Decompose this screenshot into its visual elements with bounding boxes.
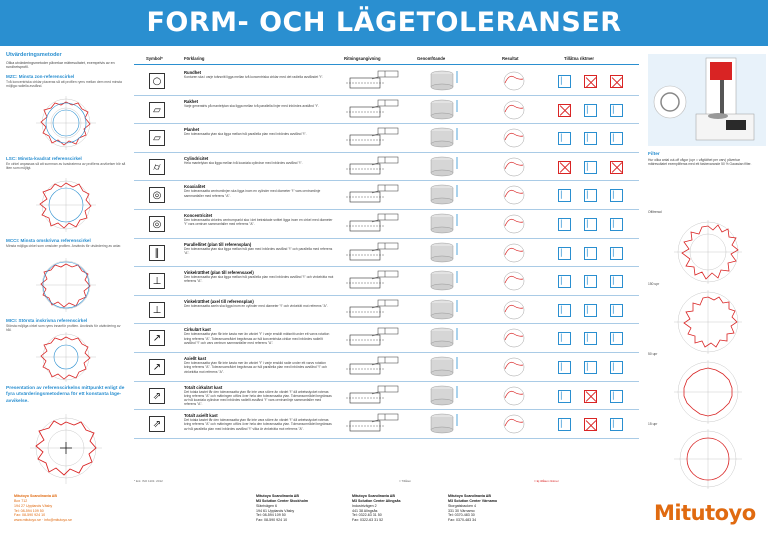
tolerance-description: Den toleranssatta ytan ska ligga mellan två parallella plan med inbördes avstånd "t" och vinkelräta mot referens "A". <box>184 275 334 284</box>
header-probes: Tillåtna riktmer <box>564 56 594 61</box>
result-illustration <box>492 326 536 350</box>
polar-plot-50 <box>658 356 758 428</box>
probe-mark-icon: ▏ <box>587 334 593 343</box>
methods-heading: Utvärderingsmetoder <box>6 52 62 58</box>
address-line: Tel: 08-594 109 50 <box>14 508 44 513</box>
tolerance-description: Den toleranssatta centrumlinjen ska ligga inom en cylinder med diameter "t" vars centrumlinje sammanfaller med referens "A". <box>184 189 321 198</box>
allowed-probe-icon <box>584 104 597 117</box>
drawing-indication-icon <box>342 242 402 264</box>
probe-mark-icon: ▏ <box>561 334 567 343</box>
principle-illustration <box>412 183 472 207</box>
principle-illustration <box>412 126 472 150</box>
polar-plot-mici <box>6 330 126 384</box>
tolerance-description: Den toleranssatta ytan får inte kasta mer än värdet "t" i varje enskilt mätsnitt under ett varvs rotation kring referens "A". Toleransområdet begränsas av två koncentriska cirklar med inbördes radiellt avstånd "t" och vars centrum sammanfaller med referens "A". <box>184 332 330 345</box>
probe-mark-icon: ▏ <box>561 220 567 228</box>
header-principle: Genomföande <box>417 56 446 61</box>
legend-allowed: = Tillåten <box>399 479 412 483</box>
tolerance-name: Totalt axiellt kast <box>184 413 218 419</box>
probe-mark-icon: ▏ <box>613 134 619 143</box>
tolerance-name: Rakhet <box>184 98 198 104</box>
table-row <box>134 181 639 210</box>
tolerance-description: Den toleranssatta cirkelns centrumpunkt ska i det betraktade snittet ligga inom en cirkel med diameter "t" vars centrum sammanfaller med referens "A". <box>184 218 333 227</box>
roundness-tester-image <box>648 54 766 146</box>
probe-mark-icon: ▏ <box>613 277 619 286</box>
company-name: Mitutoyo Scandinavia AB <box>448 494 491 498</box>
table-row <box>134 267 639 296</box>
drawing-indication-icon <box>342 356 402 378</box>
allowed-probe-icon <box>610 247 623 260</box>
tolerance-name: Vinkelrätthet (plan till referensaxel) <box>184 270 254 276</box>
probe-mark-icon: ▏ <box>613 420 619 429</box>
probe-mark-icon: ▏ <box>561 134 567 143</box>
methods-intro: Olika utvärderingsmetoder påverkar mätresultatet, exempelvis av en rundhetsprofil. <box>6 60 115 70</box>
header-symbol: Symbol* <box>146 56 163 61</box>
principle-illustration <box>412 212 472 236</box>
table-row <box>134 353 639 382</box>
address-line: Box 712 <box>14 498 28 503</box>
polar-plot-combined <box>6 408 126 488</box>
table-row <box>134 153 639 182</box>
drawing-indication-icon <box>342 156 402 178</box>
tolerance-name: Totalt cirkulärt kast <box>184 384 223 390</box>
footer <box>0 488 768 538</box>
probe-mark-icon: ▏ <box>561 363 567 371</box>
polar-plot-unfiltered <box>658 216 758 288</box>
allowed-probe-icon <box>610 104 623 117</box>
polar-plot-150 <box>658 286 758 358</box>
table-row <box>134 324 639 353</box>
tolerance-symbol-icon: ⇗ <box>149 388 165 404</box>
probe-mark-icon: ▏ <box>561 420 567 429</box>
not-allowed-icon <box>610 161 623 174</box>
tolerance-description: Den toleranssatta axeln ska ligga inom en cylinder med diameter "t" och vinkelrät mot referens "A". <box>184 303 328 308</box>
method-mcci <box>6 238 126 248</box>
address-line: www.mitutoyo.se · info@mitutoyo.se <box>14 518 72 523</box>
tolerance-symbol-icon: ⊥ <box>149 273 165 289</box>
allowed-probe-icon <box>610 132 623 145</box>
tolerance-name: Parallellitet (plan till referensplan) <box>184 241 252 247</box>
principle-illustration <box>412 355 472 379</box>
polar-plot-lsc <box>6 176 126 234</box>
result-illustration <box>492 355 536 379</box>
filter-column <box>648 54 766 494</box>
result-illustration <box>492 384 536 408</box>
address-line: Fax: 08-590 924 10 <box>256 518 288 523</box>
allowed-probe-icon <box>610 361 623 374</box>
principle-illustration <box>412 298 472 322</box>
drawing-indication-icon <box>342 184 402 206</box>
probe-mark-icon: ▏ <box>561 191 567 200</box>
method-title: LSC: Minsta-kvadrat referenscirkel <box>6 156 82 161</box>
probe-mark-icon: ▏ <box>561 248 567 257</box>
table-row <box>134 124 639 153</box>
tolerance-name: Koaxialitet <box>184 184 206 190</box>
allowed-probe-icon <box>584 218 597 231</box>
principle-illustration <box>412 98 472 122</box>
header-definition: Förklaring <box>184 56 205 61</box>
allowed-probe-icon <box>558 332 571 345</box>
tolerance-symbol-icon: ↗ <box>149 330 165 346</box>
allowed-probe-icon <box>610 390 623 403</box>
method-text: Två koncentriska cirklar placeras så att profilen ryms mellan dem med minsta möjliga radiella avstånd. <box>6 80 122 89</box>
header-result: Resultat <box>502 56 519 61</box>
tolerance-symbol-icon: ◎ <box>149 216 165 232</box>
drawing-indication-icon <box>342 70 402 92</box>
allowed-probe-icon <box>584 332 597 345</box>
address-main <box>14 494 72 523</box>
principle-illustration <box>412 241 472 265</box>
center-name: M3 Solution Center Stockholm <box>256 498 309 503</box>
company-name: Mitutoyo Scandinavia AB <box>14 494 57 498</box>
header-drawing: Ritningsangivning <box>344 56 381 61</box>
filter-label-50: 50 upr <box>648 352 658 356</box>
address-line: Tel: 0322-63 31 50 <box>352 513 382 518</box>
company-name: Mitutoyo Scandinavia AB <box>352 494 395 498</box>
address-line: Industrivägen 2 <box>352 503 377 508</box>
drawing-indication-icon <box>342 413 402 435</box>
tolerance-name: Cirkulärt kast <box>184 327 211 333</box>
allowed-probe-icon <box>558 75 571 88</box>
legend-not-allowed: = Ej tillåten riktmer <box>534 479 559 483</box>
drawing-indication-icon <box>342 299 402 321</box>
principle-illustration <box>412 69 472 93</box>
allowed-probe-icon <box>610 418 623 431</box>
method-title: MCCI: Minsta omskrivna referenscirkel <box>6 238 91 243</box>
promo-text: Presentation av referenscirkelns mittpunkt enligt de fyra utvärderingsmetoderna för ett konstanta läge-avvikelse. <box>6 386 125 404</box>
table-header <box>134 54 639 65</box>
method-title: MZC: Minsta zon-referenscirkel <box>6 74 75 79</box>
table-row <box>134 67 639 96</box>
tolerance-symbol-icon: ⌭ <box>149 159 165 175</box>
allowed-probe-icon <box>558 189 571 202</box>
tolerance-description: Den toleranssatta ytan ska ligga mellan två plan med inbördes avstånd "t" och parallella med referens "A". <box>184 246 333 255</box>
allowed-probe-icon <box>558 361 571 374</box>
page-title: FORM- OCH LÄGETOLERANSER <box>146 7 622 38</box>
tolerance-symbol-icon: ○ <box>149 73 165 89</box>
result-illustration <box>492 212 536 236</box>
company-name: Mitutoyo Scandinavia AB <box>256 494 299 498</box>
allowed-probe-icon <box>610 189 623 202</box>
result-illustration <box>492 241 536 265</box>
allowed-probe-icon <box>584 361 597 374</box>
probe-mark-icon: ▏ <box>613 105 619 114</box>
method-text: Största möjliga cirkel som ryms innanför profilen. Används för utvärdering av hål. <box>6 324 121 333</box>
filter-title: Filter <box>648 152 660 157</box>
method-lsc <box>6 156 126 171</box>
allowed-probe-icon <box>584 275 597 288</box>
probe-mark-icon: ▏ <box>587 105 593 114</box>
address-line: Tel: 08-594 109 50 <box>256 513 286 518</box>
tolerance-symbol-icon: ⇗ <box>149 416 165 432</box>
principle-illustration <box>412 155 472 179</box>
address-stockholm <box>256 494 308 523</box>
allowed-probe-icon <box>610 218 623 231</box>
probe-mark-icon: ▏ <box>613 363 619 371</box>
method-mzc <box>6 74 126 89</box>
table-row <box>134 410 639 439</box>
table-row <box>134 210 639 239</box>
tolerance-table <box>134 54 639 484</box>
drawing-indication-icon <box>342 213 402 235</box>
table-footnote: * Enl. ISO 1101: 2012 <box>134 479 163 483</box>
method-text: En cirkel anpassas så att summan av kvadraterna av profilens avvikelser blir så liten som möjligt. <box>6 162 126 171</box>
not-allowed-icon <box>610 75 623 88</box>
filter-label-15: 15 upr <box>648 422 658 426</box>
principle-illustration <box>412 384 472 408</box>
tolerance-symbol-icon: ◎ <box>149 187 165 203</box>
principle-illustration <box>412 269 472 293</box>
address-line: Storgatsbacken 4 <box>448 503 476 508</box>
drawing-indication-icon <box>342 385 402 407</box>
result-illustration <box>492 126 536 150</box>
probe-mark-icon: ▏ <box>613 391 619 400</box>
filter-text: Hur olika antal cut-off vågor (upr = vågtäthet per varv) påverkar mätresultatet exemplifieras med ett fasbevarande 50 % Gaussian filter. <box>648 158 752 167</box>
drawing-indication-icon <box>342 270 402 292</box>
instrument-photo <box>648 54 766 146</box>
method-title: MICI: Största inskrivna referenscirkel <box>6 318 88 323</box>
result-illustration <box>492 412 536 436</box>
not-allowed-icon <box>558 104 571 117</box>
probe-mark-icon: ▏ <box>587 134 593 143</box>
drawing-indication-icon <box>342 99 402 121</box>
address-line: 194 61 Upplands Väsby <box>256 508 295 513</box>
method-text: Minsta möjliga cirkel som omsluter profilen. Används för utvärdering av axlar. <box>6 244 122 248</box>
address-line: Tel: 0370-483 30 <box>448 513 475 518</box>
probe-mark-icon: ▏ <box>587 220 593 228</box>
probe-mark-icon: ▏ <box>561 391 567 400</box>
allowed-probe-icon <box>610 332 623 345</box>
tolerance-name: Cylindricitet <box>184 155 209 161</box>
probe-mark-icon: ▏ <box>561 77 567 85</box>
principle-illustration <box>412 412 472 436</box>
table-row <box>134 382 639 411</box>
probe-mark-icon: ▏ <box>613 334 619 343</box>
address-line: 331 30 Värnamo <box>448 508 475 513</box>
tolerance-name: Axiellt kast <box>184 356 207 361</box>
filter-label-150: 150 upr <box>648 282 660 286</box>
address-line: Fax: 08-590 924 10 <box>14 513 46 518</box>
tolerance-symbol-icon: ↗ <box>149 359 165 375</box>
address-varnamo <box>448 494 497 523</box>
table-row <box>134 96 639 125</box>
result-illustration <box>492 183 536 207</box>
tolerance-description: Hela mantelytan ska ligga mellan två koaxiala cylindrar med inbördes avstånd "t". <box>184 160 303 165</box>
result-illustration <box>492 155 536 179</box>
probe-mark-icon: ▏ <box>613 191 619 200</box>
address-alingsas <box>352 494 401 523</box>
polar-plot-mzc <box>6 94 126 152</box>
tolerance-name: Rundhet <box>184 70 201 75</box>
probe-mark-icon: ▏ <box>561 277 567 286</box>
address-line: Fax: 0370-483 34 <box>448 518 477 523</box>
probe-mark-icon: ▏ <box>613 305 619 314</box>
tolerance-description: Den toleranssatta ytan ska ligga mellan två parallella plan med inbördes avstånd "t". <box>184 132 307 137</box>
probe-mark-icon: ▏ <box>561 305 567 314</box>
probe-mark-icon: ▏ <box>587 248 593 257</box>
tolerance-description: Det totala kastet får den toleranssatta ytan får inte vara större än värdet "t" då arbetsstycket roteras kring referens "A" och mätningen utförs över hela den toleranssatta ytan. Toleransområdet begränsas av två koaxiala cylindrar med inbördes radiellt avstånd "t" vars centrumlinje sammanfaller med referens "A". <box>184 389 332 407</box>
table-row <box>134 239 639 268</box>
tolerance-description: Den toleranssatta ytan får inte kasta mer än värdet "t" i varje enskild radie under ett varvs rotation kring referens "A". Toleransområdet begränsas av två parallella plan med inbördes avstånd "t" och vinkelräta mot referens "A". <box>184 361 327 374</box>
allowed-probe-icon <box>558 132 571 145</box>
polar-plot-mcci <box>6 256 126 314</box>
allowed-probe-icon <box>558 304 571 317</box>
not-allowed-icon <box>584 390 597 403</box>
drawing-indication-icon <box>342 127 402 149</box>
probe-mark-icon: ▏ <box>587 363 593 371</box>
allowed-probe-icon <box>558 247 571 260</box>
allowed-probe-icon <box>558 418 571 431</box>
probe-mark-icon: ▏ <box>587 191 593 200</box>
tolerance-description: Varje generatris på mantelytan ska ligga mellan två parallella linjer med inbördes avstånd "t". <box>184 103 319 108</box>
allowed-probe-icon <box>584 132 597 145</box>
not-allowed-icon <box>584 418 597 431</box>
address-line: 441 38 Alingsås <box>352 508 378 513</box>
tolerance-symbol-icon: ⏥ <box>149 102 165 118</box>
title-banner <box>0 0 768 46</box>
mitutoyo-logo: Mitutoyo <box>654 501 756 525</box>
allowed-probe-icon <box>584 161 597 174</box>
result-illustration <box>492 298 536 322</box>
allowed-probe-icon <box>558 218 571 231</box>
address-line: Släntvägen 6 <box>256 503 277 508</box>
tolerance-symbol-icon: ⊥ <box>149 302 165 318</box>
table-row <box>134 296 639 325</box>
polar-plot-15 <box>658 426 758 492</box>
center-name: M3 Solution Center Värnamo <box>448 498 498 503</box>
result-illustration <box>492 269 536 293</box>
drawing-indication-icon <box>342 327 402 349</box>
allowed-probe-icon <box>610 275 623 288</box>
allowed-probe-icon <box>584 189 597 202</box>
not-allowed-icon <box>558 161 571 174</box>
result-illustration <box>492 98 536 122</box>
allowed-probe-icon <box>558 390 571 403</box>
tolerance-symbol-icon: ▱ <box>149 130 165 146</box>
filter-label-unfiltered: Ofiltrerad <box>648 210 662 214</box>
address-line: Fax: 0322-63 31 52 <box>352 518 384 523</box>
tolerance-name: Koncentricitet <box>184 213 213 218</box>
probe-mark-icon: ▏ <box>613 248 619 257</box>
tolerance-name: Planhet <box>184 127 200 133</box>
result-illustration <box>492 69 536 93</box>
probe-mark-icon: ▏ <box>613 220 619 228</box>
allowed-probe-icon <box>610 304 623 317</box>
tolerance-description: Konturen ska i varje tvärsnitt ligga mellan två koncentriska cirklar med det radiella avståndet "t". <box>184 75 324 79</box>
principle-illustration <box>412 326 472 350</box>
tolerance-name: Vinkelrätthet (axel till referensplan) <box>184 298 254 304</box>
probe-mark-icon: ▏ <box>587 162 593 171</box>
not-allowed-icon <box>584 75 597 88</box>
center-name: M3 Solution Center Alingsås <box>352 498 401 503</box>
allowed-probe-icon <box>584 304 597 317</box>
allowed-probe-icon <box>558 275 571 288</box>
evaluation-methods-column <box>6 52 126 490</box>
address-line: 194 27 Upplands Väsby <box>14 503 53 508</box>
tolerance-symbol-icon: ∥ <box>149 245 165 261</box>
probe-mark-icon: ▏ <box>587 305 593 314</box>
allowed-probe-icon <box>584 247 597 260</box>
tolerance-description: Det totala kastet får den toleranssatta ytan får inte vara större än värdet "t" då arbetsstycket roteras kring referens "A" och mätningen utförs över hela den toleranssatta ytan. Toleransområdet begränsas av två parallella plan med inbördes avstånd "t" vilka är vinkelräta mot referens "A". <box>184 418 332 431</box>
probe-mark-icon: ▏ <box>587 277 593 286</box>
